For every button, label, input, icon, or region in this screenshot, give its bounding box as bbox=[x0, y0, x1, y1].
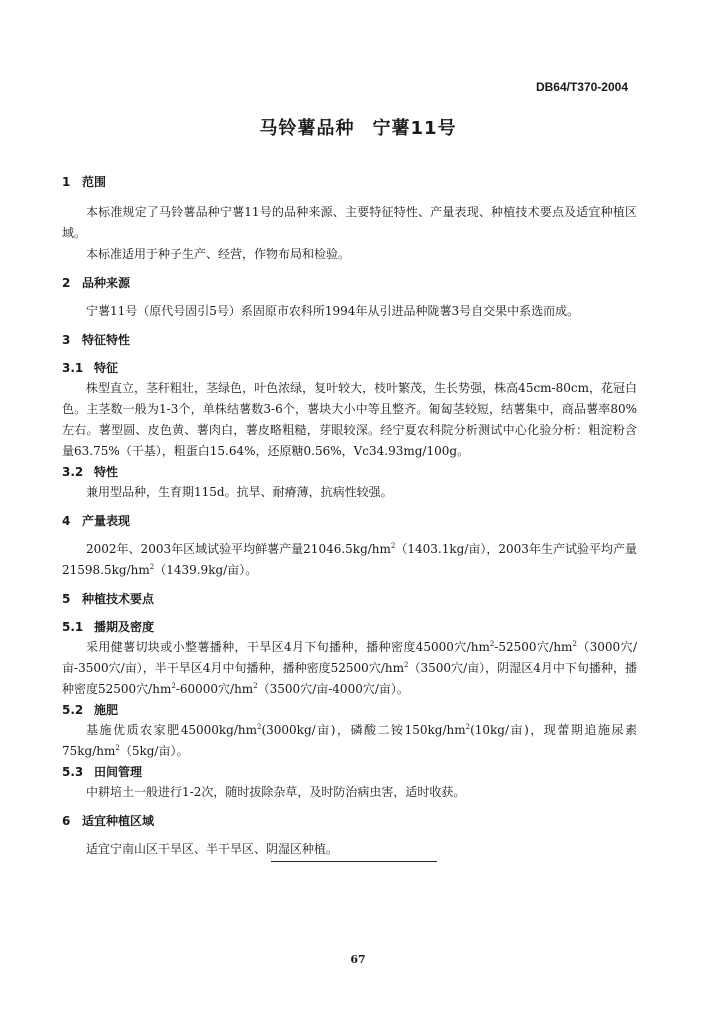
standard-code: DB64/T370-2004 bbox=[535, 80, 628, 94]
document-title bbox=[0, 114, 716, 140]
subsection-heading: 5.3 田间管理 bbox=[62, 765, 143, 779]
section-heading: 5 种植技术要点 bbox=[62, 592, 155, 606]
section-heading: 1 范围 bbox=[62, 175, 107, 189]
subsection-heading: 3.2 特性 bbox=[62, 465, 119, 479]
paragraph: 本标准规定了马铃薯品种宁薯11号的品种来源、主要特征特性、产量表现、种植技术要点及适宜种植区域。 bbox=[62, 205, 637, 240]
paragraph: 2002年、2003年区域试验平均鲜薯产量$21046.5kg/hm^2(1403.1kg/$亩），2003年生产试验平均产量$21598.5kg/hm^2(1439.9kg/$亩）。 bbox=[62, 542, 637, 577]
section-heading: 3 特征特性 bbox=[62, 333, 131, 347]
title-variety: 宁薯11号 bbox=[372, 118, 457, 139]
page-number: 67 bbox=[350, 953, 366, 966]
paragraph: 基施优质农家肥$45000kg/hm^2(3000kg/$亩)，磷酸二铵$150kg/hm^2(10kg/$亩)，现蕾期追施尿素$75kg/hm^2(5kg/$亩）。 bbox=[62, 723, 637, 758]
section-heading: 2 品种来源 bbox=[62, 276, 131, 290]
subsection-heading: 3.1 特征 bbox=[62, 361, 119, 375]
subsection-heading: 5.2 施肥 bbox=[62, 703, 119, 717]
title-main: 马铃薯品种 bbox=[259, 118, 355, 139]
subsection-heading: 5.1 播期及密度 bbox=[62, 620, 155, 634]
paragraph: 株型直立，茎秆粗壮，茎绿色，叶色浓绿，复叶较大，枝叶繁茂，生长势强，株高45cm-80cm，花冠白色。主茎数一般为1-3个，单株结薯数3-6个，薯块大小中等且整齐。匍匐茎较短，结薯集中，商品薯率80%左右。薯型圆、皮色黄、薯肉白，薯皮略粗糙，芽眼较深。经宁夏农科院分析测试中心化验分析：粗淀粉含量63.75%（干基），粗蛋白15.64%，还原糖0.56%，Vc34.93mg/100g。 bbox=[62, 381, 637, 458]
section-heading: 6 适宜种植区域 bbox=[62, 814, 155, 828]
paragraph: 本标准适用于种子生产、经营，作物布局和检验。 bbox=[86, 247, 351, 261]
paragraph: 中耕培土一般进行1-2次，随时拔除杂草，及时防治病虫害，适时收获。 bbox=[86, 785, 466, 799]
paragraph: 适宜宁南山区干旱区、半干旱区、阴湿区种植。 bbox=[86, 842, 339, 856]
document-body bbox=[62, 172, 637, 860]
end-rule bbox=[271, 861, 437, 862]
paragraph: 采用健薯切块或小整薯播种，干旱区4月下旬播种，播种密度45000穴$/hm^2-52500$穴$/hm^2(3000$穴/亩-3500穴/亩），半干旱区4月中旬播种，播种密度52500穴$/hm^2(3500$穴/亩），阴湿区4月中下旬播种，播种密度52500穴$/hm^2-60000$穴$/hm^2(3500$穴/亩-4000穴/亩）。 bbox=[62, 640, 637, 696]
paragraph: 兼用型品种，生育期115d。抗旱、耐瘠薄，抗病性较强。 bbox=[86, 485, 393, 499]
section-heading: 4 产量表现 bbox=[62, 514, 131, 528]
paragraph: 宁薯11号（原代号固引5号）系固原市农科所1994年从引进品种陇薯3号自交果中系选而成。 bbox=[86, 304, 580, 318]
